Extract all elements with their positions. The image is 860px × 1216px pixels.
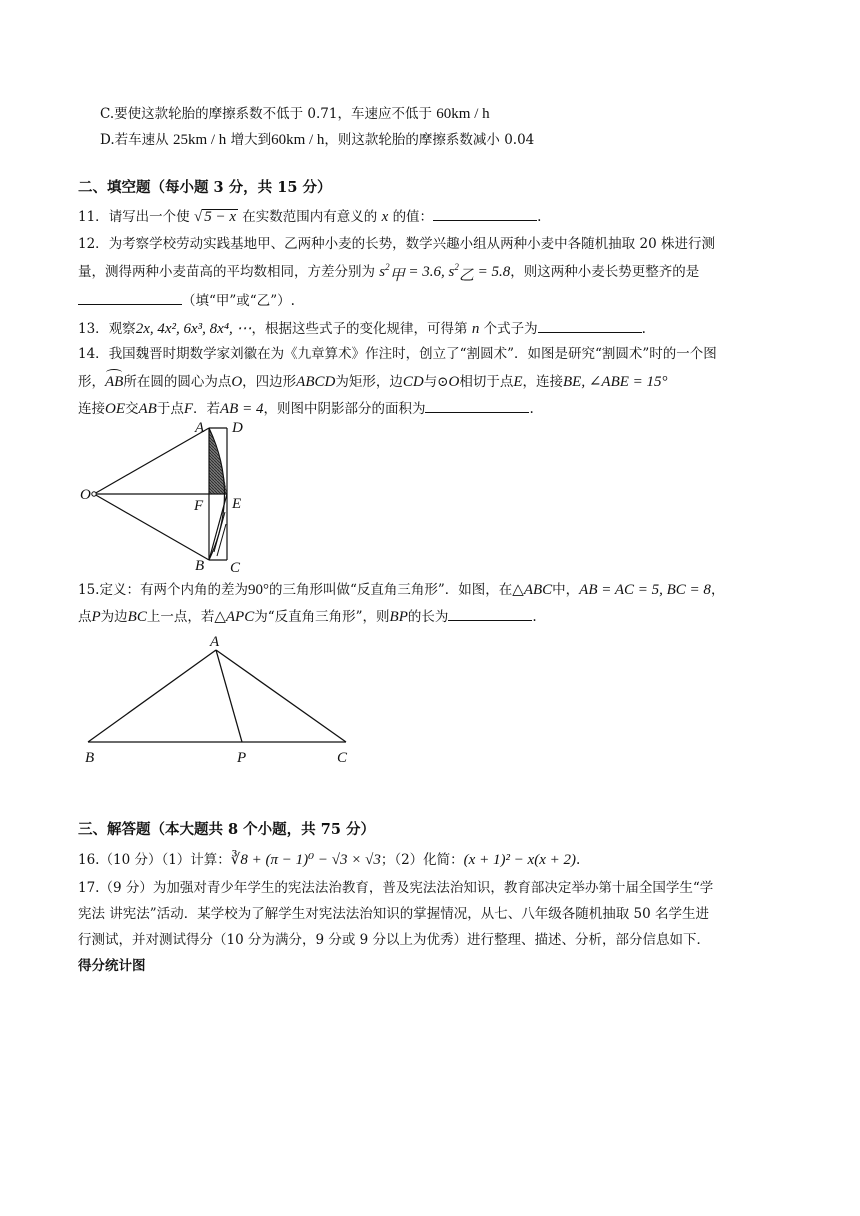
label-d: D [232, 420, 243, 436]
question-17-line-2: 宪法 讲宪法”活动．某学校为了解学生对宪法法治知识的掌握情况，从七、八年级各随机抽取 50 名学生进 [78, 906, 709, 922]
answer-blank [433, 206, 537, 221]
segment-ob [94, 494, 209, 560]
label-f: F [194, 498, 204, 514]
segment-be [209, 494, 227, 560]
option-c: C.要使这款轮胎的摩擦系数不低于 0.71，车速应不低于 60km / h [100, 106, 490, 122]
question-13: 13．观察2x, 4x², 6x³, 8x⁴, ⋯，根据这些式子的变化规律，可得第 n 个式子为 . [78, 318, 804, 339]
answer-blank [78, 290, 182, 305]
answer-blank [448, 606, 532, 621]
question-12-line-3: （填“甲”或“乙”）. [78, 290, 804, 311]
figure-14-diagram [70, 412, 270, 574]
answer-blank [538, 318, 642, 333]
label-c: C [337, 750, 348, 766]
label-a: A [210, 634, 220, 650]
label-p: P [237, 750, 247, 766]
side-ab [88, 650, 216, 742]
chord-2 [217, 524, 226, 556]
question-14-line-2: 形，AB所在圆的圆心为点O，四边形ABCD为矩形，边CD与⊙O相切于点E，连接BE, ∠ABE = 15° [78, 374, 668, 390]
label-b: B [85, 750, 95, 766]
label-a: A [195, 420, 205, 436]
question-14-line-3: 连接OE交AB于点F．若AB = 4，则图中阴影部分的面积为 . [78, 398, 804, 419]
label-b: B [195, 558, 205, 574]
question-12-line-2: 量，测得两种小麦苗高的平均数相同，方差分别为 $s^2_甲 = 3.6$, $s^2_乙 = 5.8$，则这两种小麦长势更整齐的是 [78, 262, 700, 284]
segment-ap [216, 650, 242, 742]
label-c: C [230, 560, 241, 574]
question-16: 16.（10 分）（1）计算：∛8 + (π − 1)⁰ − √3 × √3；（2）化简：(x + 1)² − x(x + 2). [78, 852, 581, 868]
question-12-line-1: 12．为考察学校劳动实践基地甲、乙两种小麦的长势，数学兴趣小组从两种小麦中各随机抽取 20 株进行测 [78, 236, 715, 252]
variance-formula: $s^2_甲 = 3.6$, $s^2_乙 = 5.8$ [379, 262, 511, 284]
side-ac [216, 650, 346, 742]
question-17-line-1: 17.（9 分）为加强对青少年学生的宪法法治教育，普及宪法法治知识，教育部决定举办第十届全国学生“学 [78, 880, 714, 896]
question-11: 11．请写出一个使 √ 5 − x 在实数范围内有意义的 x 的值： . [78, 206, 804, 227]
figure-15-triangle [76, 630, 366, 770]
chart-heading: 得分统计图 [78, 958, 146, 974]
segment-oa [94, 428, 209, 494]
question-17-line-3: 行测试，并对测试得分（10 分为满分，9 分或 9 分以上为优秀）进行整理、描述、分析，部分信息如下． [78, 932, 711, 948]
section-2-heading: 二、填空题（每小题 3 分，共 15 分） [78, 179, 332, 196]
sqrt-expression: √ 5 − x [193, 209, 236, 225]
point-o [92, 492, 96, 496]
section-3-heading: 三、解答题（本大题共 8 个小题，共 75 分） [78, 821, 375, 838]
label-o: O [80, 487, 91, 503]
question-14-line-1: 14．我国魏晋时期数学家刘徽在为《九章算术》作注时，创立了“割圆术”．如图是研究“割圆术”时的一个图 [78, 346, 717, 362]
option-d: D.若车速从 25km / h 增大到60km / h，则这款轮胎的摩擦系数减小 0.04 [100, 132, 535, 148]
question-15-line-1: 15.定义：有两个内角的差为90°的三角形叫做“反直角三角形”．如图，在△ABC中，AB = AC = 5, BC = 8， [78, 582, 725, 598]
question-15-line-2: 点P为边BC上一点，若△APC为“反直角三角形”，则BP的长为 . [78, 606, 804, 627]
answer-blank [425, 398, 529, 413]
label-e: E [232, 496, 242, 512]
